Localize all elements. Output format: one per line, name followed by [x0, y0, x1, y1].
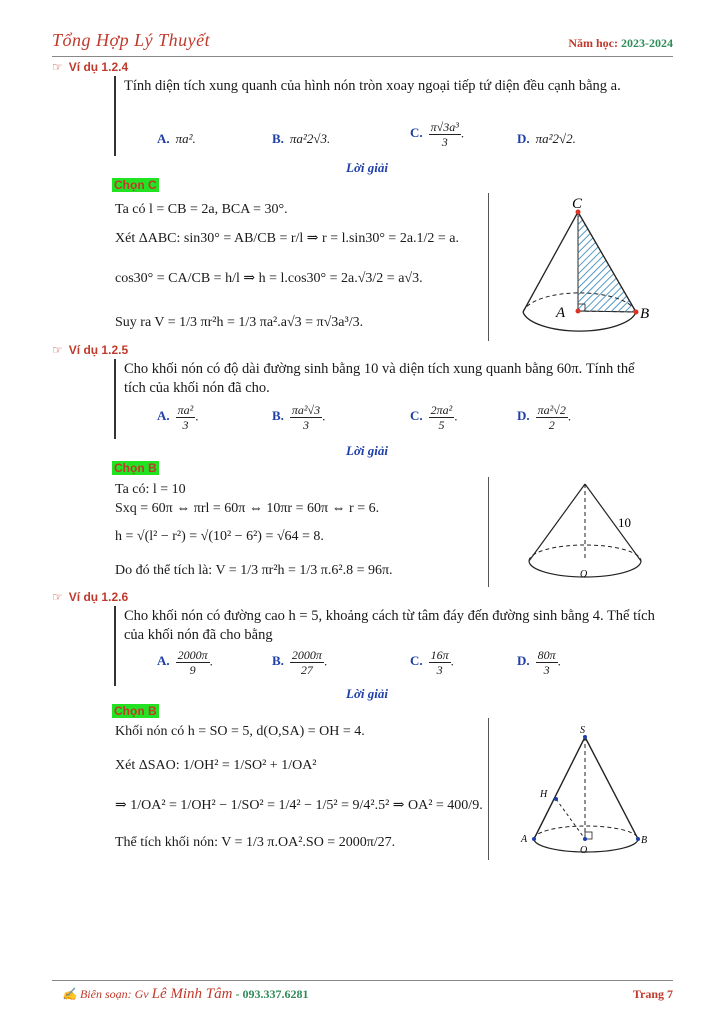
- option-fraction: [429, 403, 455, 432]
- cone-figure-2: [520, 478, 670, 584]
- option-c: C. $\frac{\text{2πa²}}{5}$ .: [410, 403, 458, 432]
- option-label: C.: [410, 408, 423, 424]
- option-a: A. $\frac{\text{πa²}}{3}$ .: [157, 403, 199, 432]
- point-o: [583, 837, 587, 841]
- footer-author: [62, 986, 308, 1003]
- page-number: Trang 7: [632, 987, 673, 1001]
- question-text: Cho khối nón có độ dài đường sinh bằng 10 và diện tích xung quanh bằng 60π. Tính thể tích của khối nón đã cho.: [124, 361, 635, 396]
- label-a: A: [556, 305, 566, 321]
- solution-label: Lời giải: [346, 443, 389, 458]
- label-c: C: [572, 196, 583, 212]
- figure-divider: [488, 193, 489, 341]
- example-heading-label: Ví dụ 1.2.4: [68, 60, 129, 74]
- solution-step: h = √(l² − r²) = √(10² − 6²) = √64 = 8.: [115, 529, 324, 544]
- question-bar: [114, 76, 116, 156]
- point-b: [634, 310, 639, 315]
- cone-generator-right: [585, 737, 638, 839]
- solution-step: Do đó thể tích là: V = 1/3 πr²h = 1/3 π.6².8 = 96π.: [115, 563, 393, 578]
- option-label: C.: [410, 653, 423, 669]
- solution-step: Ta có l = CB = 2a, BCA = 30°.: [115, 202, 288, 217]
- pointing-hand-icon: ☞: [52, 590, 63, 604]
- pointing-hand-icon: ☞: [52, 343, 63, 357]
- numerator: 2πa²: [430, 403, 453, 417]
- numerator: πa²: [177, 403, 194, 417]
- question-text: Cho khối nón có đường cao h = 5, khoảng cách từ tâm đáy đến đường sinh bằng 4. Thể tích của khối nón đã cho bằng: [124, 608, 655, 643]
- pointing-hand-icon: ☞: [52, 60, 63, 74]
- solution-step: Suy ra V = 1/3 πr²h = 1/3 πa².a√3 = π√3a³/3.: [115, 315, 364, 330]
- numerator: 2000π: [291, 648, 322, 662]
- cone-figure-1: [515, 195, 665, 335]
- option-label: D.: [517, 653, 530, 669]
- option-a: A. $\frac{2000\pi}{9}$ .: [157, 648, 213, 677]
- cone-generator-left: [529, 484, 585, 561]
- cone-generator-right: [585, 484, 641, 561]
- denominator: 3: [436, 663, 443, 677]
- solution-step: Xét ΔABC: sin30° = AB/CB = r/l ⇒ r = l.sin30° = 2a.1/2 = a.: [115, 231, 460, 246]
- label-slant: 10: [618, 515, 631, 530]
- option-b: [272, 131, 330, 147]
- figure-divider: [488, 477, 489, 587]
- answer-choice: Chọn B: [114, 461, 157, 475]
- numerator: πa²√3: [291, 403, 321, 417]
- option-label: A.: [157, 653, 170, 669]
- footer-divider: [52, 980, 673, 981]
- option-value: πa².: [175, 131, 196, 146]
- option-b: B. $\frac{\text{πa²√3}}{3}$ .: [272, 403, 326, 432]
- label-a: A: [521, 834, 528, 845]
- header-divider: [52, 56, 673, 57]
- option-fraction: [429, 120, 461, 149]
- option-fraction: [536, 648, 558, 677]
- answer-choice: Chọn C: [114, 178, 157, 192]
- solution-step: Xét ΔSAO: 1/OH² = 1/SO² + 1/OA²: [115, 758, 317, 773]
- label-o: O: [580, 569, 588, 580]
- numerator: 80π: [537, 648, 556, 662]
- cone-figure-3: [512, 722, 672, 858]
- example-heading-label: Ví dụ 1.2.6: [68, 590, 129, 604]
- denominator: 2: [548, 418, 555, 432]
- numerator: πa²√2: [537, 403, 566, 417]
- solution-step: Thể tích khối nón: V = 1/3 π.OA².SO = 2000π/27.: [115, 835, 396, 850]
- solution-step: cos30° = CA/CB = h/l ⇒ h = l.cos30° = 2a.√3/2 = a√3.: [115, 271, 423, 286]
- denominator: 9: [189, 663, 196, 677]
- option-fraction: [290, 648, 324, 677]
- option-fraction: [176, 403, 196, 432]
- solution-label: Lời giải: [346, 160, 389, 175]
- label-b: B: [640, 306, 650, 322]
- option-fraction: [536, 403, 568, 432]
- option-label: A.: [157, 131, 170, 146]
- option-value: πa²2√2.: [535, 131, 576, 146]
- answer-choice: Chọn B: [114, 704, 157, 718]
- pen-icon: ✍: [62, 987, 77, 1001]
- option-c: C. $\frac{16\pi}{3}$ .: [410, 648, 454, 677]
- base-front: [523, 312, 636, 331]
- year-value: 2023-2024: [621, 36, 673, 50]
- numerator: π√3a³: [430, 120, 459, 134]
- option-label: B.: [272, 131, 284, 146]
- label-h: H: [540, 789, 548, 800]
- denominator: 3: [182, 418, 189, 432]
- solution-step: Ta có: l = 10: [115, 482, 186, 497]
- solution-label: Lời giải: [346, 686, 389, 701]
- solution-step: ⇒ 1/OA² = 1/OH² − 1/SO² = 1/4² − 1/5² = 9/4².5² ⇒ OA² = 400/9.: [115, 798, 483, 813]
- label-b: B: [641, 835, 648, 846]
- label-o: O: [580, 845, 588, 856]
- option-fraction: [290, 403, 322, 432]
- cone-generator-left: [534, 737, 585, 839]
- denominator: 27: [300, 663, 313, 677]
- option-label: B.: [272, 408, 284, 424]
- option-c: C. $\frac{\text{π√3a³}}{3}$ .: [410, 120, 465, 149]
- denominator: 3: [543, 663, 550, 677]
- point-a: [532, 837, 536, 841]
- option-a: [157, 131, 196, 147]
- option-value: πa²2√3.: [289, 131, 331, 146]
- denominator: 3: [441, 135, 448, 149]
- option-label: D.: [517, 408, 530, 424]
- question-bar: [114, 359, 116, 439]
- option-d: D. $\frac{80\pi}{3}$ .: [517, 648, 561, 677]
- point-h: [554, 797, 558, 801]
- point-a: [576, 309, 581, 314]
- example-heading: [52, 60, 128, 74]
- option-d: [517, 131, 576, 147]
- denominator: 3: [303, 418, 310, 432]
- example-heading-label: Ví dụ 1.2.5: [68, 343, 129, 357]
- option-label: A.: [157, 408, 170, 424]
- solution-step: Sxq = 60π ⇔ πrl = 60π ⇔ 10πr = 60π ⇔ r = 6.: [115, 501, 380, 516]
- author-phone: - 093.337.6281: [235, 987, 309, 1001]
- option-d: D. $\frac{\text{πa²√2}}{2}$ .: [517, 403, 572, 432]
- label-s: S: [580, 725, 585, 736]
- option-fraction: [176, 648, 210, 677]
- base-back: [534, 826, 638, 839]
- option-label: C.: [410, 125, 423, 141]
- cone-generator-left: [523, 212, 578, 312]
- question-bar: [114, 606, 116, 686]
- example-heading: [52, 343, 128, 357]
- figure-divider: [488, 718, 489, 860]
- numerator: 16π: [430, 648, 449, 662]
- point-b: [636, 837, 640, 841]
- option-label: B.: [272, 653, 284, 669]
- solution-step: Khối nón có h = SO = 5, d(O,SA) = OH = 4.: [115, 724, 365, 739]
- denominator: 5: [438, 418, 445, 432]
- segment-oh: [556, 799, 585, 839]
- option-label: D.: [517, 131, 530, 146]
- numerator: 2000π: [177, 648, 208, 662]
- year-label: Năm học:: [568, 36, 618, 50]
- option-b: B. $\frac{2000\pi}{27}$ .: [272, 648, 328, 677]
- question-text: Tính diện tích xung quanh của hình nón tròn xoay ngoại tiếp tứ diện đều cạnh bằng a.: [124, 78, 621, 94]
- header-title: Tổng Hợp Lý Thuyết: [52, 30, 211, 50]
- school-year: [568, 36, 673, 51]
- footer-prefix: Biên soạn: Gv: [79, 987, 149, 1001]
- option-fraction: [429, 648, 451, 677]
- author-name: Lê Minh Tâm: [151, 986, 233, 1002]
- example-heading: [52, 590, 128, 604]
